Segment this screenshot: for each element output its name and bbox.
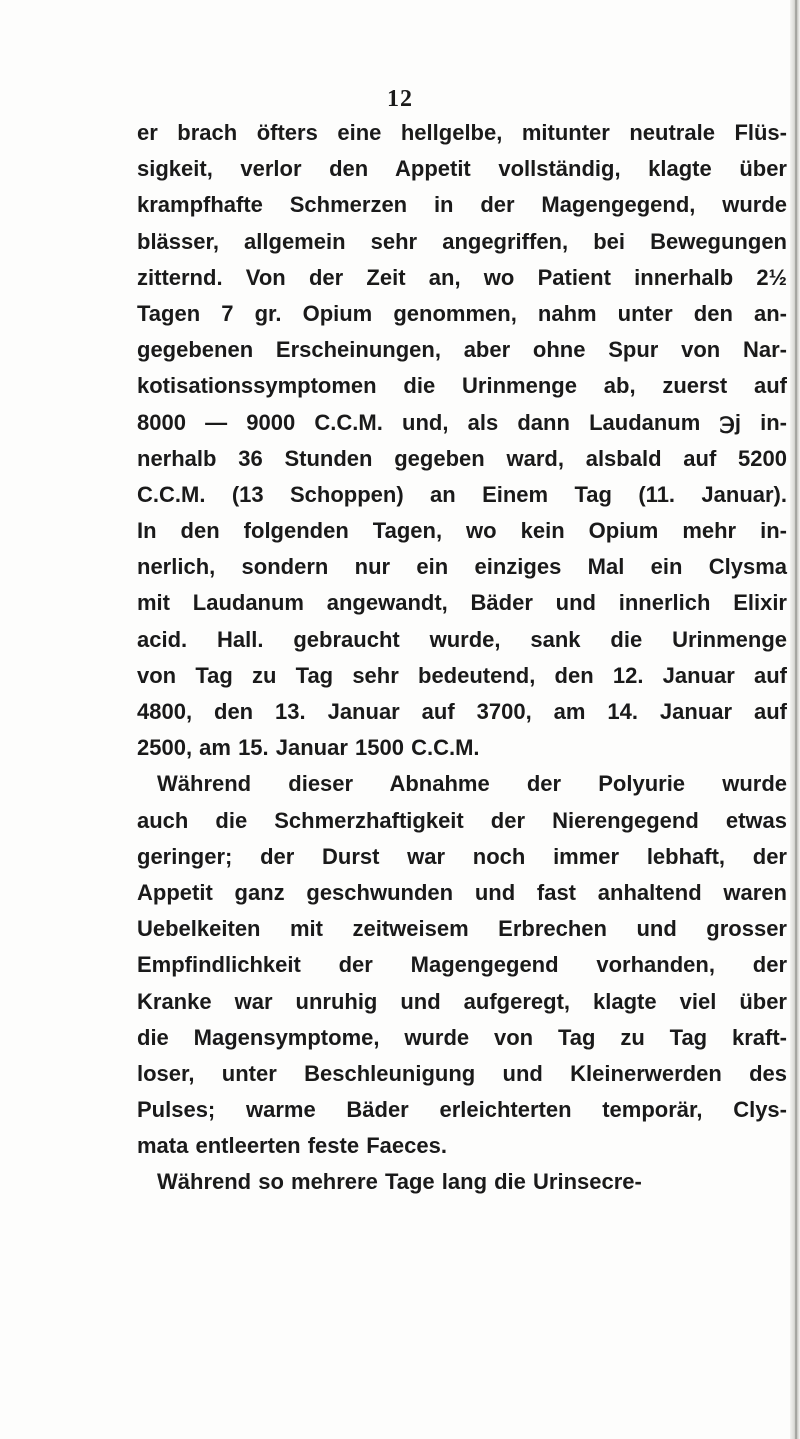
text-line: nerhalb 36 Stunden gegeben ward, alsbald auf 5200 [137, 445, 787, 471]
text-line: loser, unter Beschleunigung und Kleinerwerden des [137, 1060, 787, 1086]
text-line: von Tag zu Tag sehr bedeutend, den 12. Januar auf [137, 662, 787, 688]
text-line: Pulses; warme Bäder erleichterten temporär, Clys- [137, 1097, 787, 1123]
text-line: acid. Hall. gebraucht wurde, sank die Urinmenge [137, 626, 787, 652]
text-line: Während dieser Abnahme der Polyurie wurde [157, 771, 787, 797]
text-line: 4800, den 13. Januar auf 3700, am 14. Januar auf [137, 699, 787, 724]
text-line: nerlich, sondern nur ein einziges Mal ein Clysma [137, 554, 787, 580]
text-line: Tagen 7 gr. Opium genommen, nahm unter den an- [137, 300, 787, 326]
text-line: blässer, allgemein sehr angegriffen, bei Bewegungen [137, 228, 787, 254]
text-line: zitternd. Von der Zeit an, wo Patient innerhalb 2½ [137, 264, 787, 290]
text-line: kotisationssymptomen die Urinmenge ab, zuerst auf [137, 373, 787, 399]
text-line: sigkeit, verlor den Appetit vollständig, klagte über [137, 156, 787, 182]
text-line: 8000 — 9000 C.C.M. und, als dann Laudanum ℈j in- [137, 409, 787, 435]
text-line: C.C.M. (13 Schoppen) an Einem Tag (11. Januar). [137, 481, 787, 507]
text-line: geringer; der Durst war noch immer lebhaft, der [137, 843, 787, 869]
text-line: In den folgenden Tagen, wo kein Opium mehr in- [137, 518, 787, 544]
text-line: die Magensymptome, wurde von Tag zu Tag kraft- [137, 1024, 787, 1050]
text-line: 2500, am 15. Januar 1500 C.C.M. [137, 735, 480, 761]
text-line: krampfhafte Schmerzen in der Magengegend, wurde [137, 192, 787, 218]
body-text [137, 115, 787, 1201]
text-line: Uebelkeiten mit zeitweisem Erbrechen und grosser [137, 916, 787, 942]
text-line: mata entleerten feste Faeces. [137, 1133, 447, 1159]
text-line: Appetit ganz geschwunden und fast anhaltend waren [137, 879, 787, 905]
text-line: Kranke war unruhig und aufgeregt, klagte viel über [137, 988, 787, 1014]
page-number: 12 [387, 86, 413, 112]
text-line: gegebenen Erscheinungen, aber ohne Spur von Nar- [137, 337, 787, 363]
page-edge-shadow [790, 0, 800, 1439]
text-line: mit Laudanum angewandt, Bäder und innerlich Elixir [137, 590, 787, 616]
text-line: Während so mehrere Tage lang die Urinsecre- [157, 1169, 642, 1195]
text-line: er brach öfters eine hellgelbe, mitunter neutrale Flüs- [137, 120, 787, 145]
text-line: Empfindlichkeit der Magengegend vorhanden, der [137, 952, 787, 978]
text-line: auch die Schmerzhaftigkeit der Nierengegend etwas [137, 807, 787, 833]
